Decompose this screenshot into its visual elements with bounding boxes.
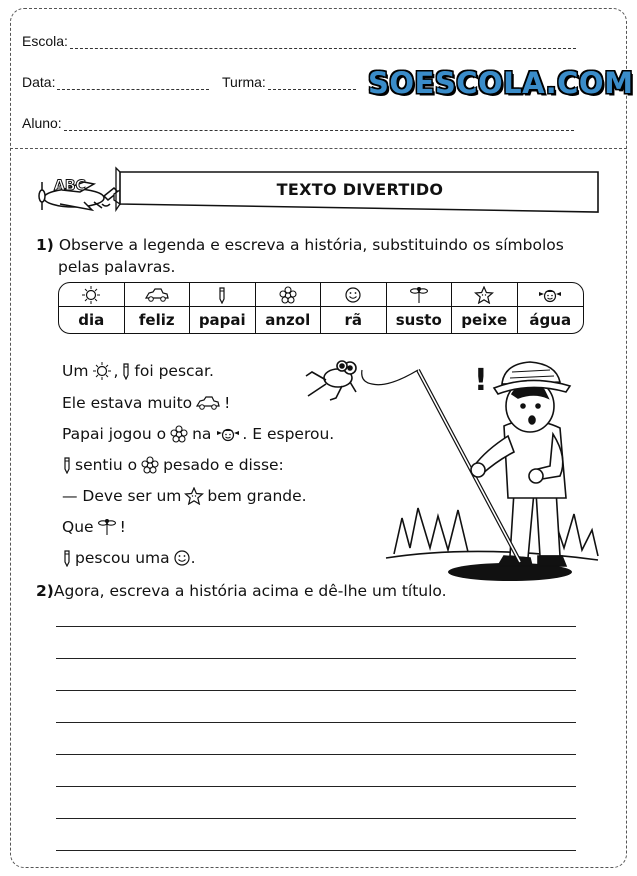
car-icon bbox=[144, 287, 170, 303]
date-field[interactable] bbox=[22, 74, 209, 90]
sun-icon bbox=[91, 362, 113, 380]
pencil-icon bbox=[62, 456, 72, 474]
legend-word: rã bbox=[321, 307, 387, 333]
legend-word: feliz bbox=[125, 307, 191, 333]
class-label: Turma: bbox=[222, 74, 266, 90]
story-text: Que bbox=[62, 518, 94, 536]
writing-line[interactable] bbox=[56, 626, 576, 627]
dragonfly-icon bbox=[409, 286, 429, 304]
pencil-icon bbox=[217, 286, 227, 304]
legend-icon-cell bbox=[518, 283, 584, 307]
student-field[interactable] bbox=[22, 115, 574, 131]
story-line-2 bbox=[62, 394, 230, 412]
sun-icon bbox=[80, 286, 102, 304]
story-text: pescou uma bbox=[75, 549, 170, 567]
boy-fishing-illustration bbox=[298, 348, 608, 584]
car-icon bbox=[195, 395, 221, 411]
story-line-5 bbox=[62, 487, 307, 505]
question-1-text: Observe a legenda e escreva a história, substituindo os símbolos bbox=[58, 236, 564, 254]
legend-icon-cell bbox=[125, 283, 191, 307]
worksheet-title: TEXTO DIVERTIDO bbox=[276, 180, 444, 199]
story-text: — Deve ser um bbox=[62, 487, 182, 505]
smiley-icon bbox=[173, 549, 191, 567]
star-icon bbox=[474, 286, 494, 304]
legend-icon-cell bbox=[452, 283, 518, 307]
story-text: sentiu o bbox=[75, 456, 138, 474]
legend-word: dia bbox=[59, 307, 125, 333]
story-text: na bbox=[192, 425, 212, 443]
header-separator bbox=[10, 148, 627, 149]
plane-letters: ABC bbox=[54, 178, 86, 194]
legend-word: anzol bbox=[256, 307, 322, 333]
story-line-6 bbox=[62, 518, 126, 536]
writing-line[interactable] bbox=[56, 722, 576, 723]
legend-word: peixe bbox=[452, 307, 518, 333]
student-label: Aluno: bbox=[22, 115, 62, 131]
flower-icon bbox=[278, 286, 298, 304]
question-2-text: Agora, escreva a história acima e dê-lhe um título. bbox=[53, 582, 447, 600]
flower-icon bbox=[140, 456, 160, 474]
legend-table bbox=[58, 282, 584, 334]
class-field[interactable] bbox=[222, 74, 356, 90]
story-text: . bbox=[190, 549, 196, 567]
writing-line[interactable] bbox=[56, 818, 576, 819]
exclamation-mark: ! bbox=[474, 363, 488, 398]
story-text: bem grande. bbox=[207, 487, 307, 505]
question-1-number: 1) bbox=[36, 236, 54, 254]
story-text: . E esperou. bbox=[242, 425, 335, 443]
pencil-icon bbox=[62, 549, 72, 567]
legend-word: papai bbox=[190, 307, 256, 333]
student-line[interactable] bbox=[64, 118, 574, 131]
dragonfly-icon bbox=[97, 518, 117, 536]
star-icon bbox=[184, 487, 204, 505]
girl-face-icon bbox=[536, 287, 564, 303]
legend-icon-cell bbox=[321, 283, 387, 307]
story-text: Ele estava muito bbox=[62, 394, 193, 412]
story-text: pesado e disse: bbox=[163, 456, 284, 474]
question-2 bbox=[36, 580, 447, 602]
story-line-3 bbox=[62, 425, 334, 443]
writing-line[interactable] bbox=[56, 850, 576, 851]
question-1-line2: pelas palavras. bbox=[58, 258, 176, 276]
story-text: ! bbox=[119, 518, 126, 536]
pencil-icon bbox=[121, 362, 131, 380]
story-text: Papai jogou o bbox=[62, 425, 167, 443]
date-line[interactable] bbox=[57, 77, 209, 90]
writing-line[interactable] bbox=[56, 690, 576, 691]
school-line[interactable] bbox=[70, 36, 576, 49]
story-text: ! bbox=[224, 394, 231, 412]
writing-line[interactable] bbox=[56, 754, 576, 755]
legend-icon-cell bbox=[59, 283, 125, 307]
story-line-1 bbox=[62, 362, 214, 380]
story-text: foi pescar. bbox=[134, 362, 214, 380]
legend-icon-cell bbox=[387, 283, 453, 307]
legend-icon-cell bbox=[190, 283, 256, 307]
legend-word: água bbox=[529, 311, 572, 329]
story-line-7 bbox=[62, 549, 196, 567]
story-text: , bbox=[113, 362, 119, 380]
girl-face-icon bbox=[214, 426, 242, 442]
legend-icon-cell bbox=[256, 283, 322, 307]
school-label: Escola: bbox=[22, 33, 68, 49]
story-line-4 bbox=[62, 456, 284, 474]
date-label: Data: bbox=[22, 74, 56, 90]
smiley-icon bbox=[344, 286, 362, 304]
soescola-logo: SOESCOLA.COM bbox=[368, 66, 634, 100]
flower-icon bbox=[169, 425, 189, 443]
story-text: Um bbox=[62, 362, 89, 380]
writing-line[interactable] bbox=[56, 658, 576, 659]
question-1 bbox=[36, 234, 564, 256]
class-line[interactable] bbox=[268, 77, 356, 90]
writing-line[interactable] bbox=[56, 786, 576, 787]
school-field[interactable] bbox=[22, 33, 576, 49]
question-2-number: 2) bbox=[36, 582, 54, 600]
legend-word: susto bbox=[387, 307, 453, 333]
